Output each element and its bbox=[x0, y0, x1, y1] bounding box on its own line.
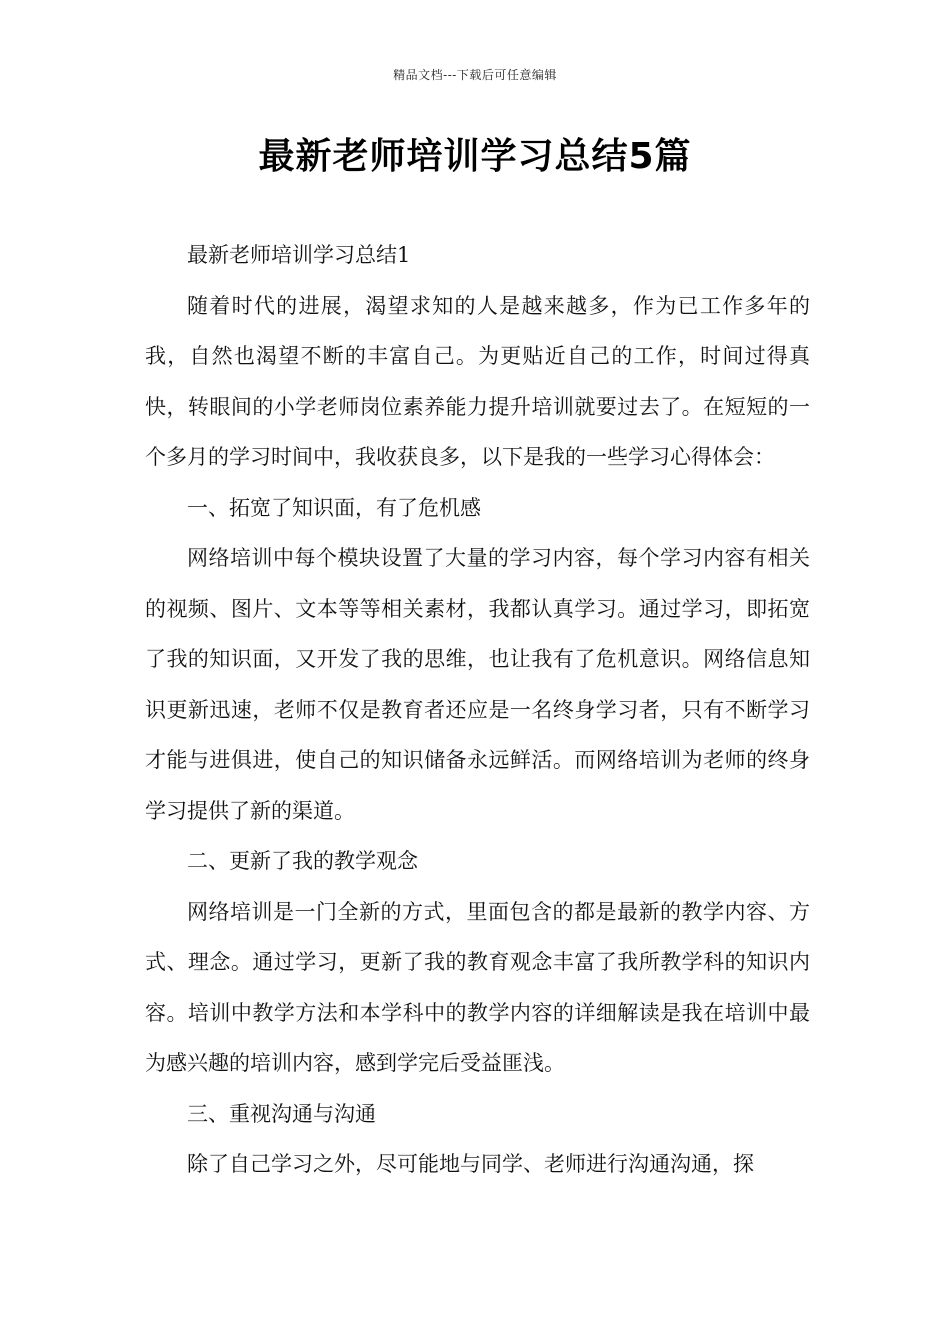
section-heading: 三、重视沟通与沟通 bbox=[187, 1101, 376, 1126]
document-title: 最新老师培训学习总结5篇 bbox=[258, 136, 692, 177]
section-heading: 最新老师培训学习总结1 bbox=[187, 243, 411, 267]
document-body bbox=[145, 230, 810, 1190]
section-heading: 一、拓宽了知识面，有了危机感 bbox=[187, 495, 481, 520]
body-paragraph: 网络培训中每个模块设置了大量的学习内容，每个学习内容有相关的视频、图片、文本等等相关素材，我都认真学习。通过学习，即拓宽了我的知识面，又开发了我的思维，也让我有了危机意识。网络信息知识更新迅速，老师不仅是教育者还应是一名终身学习者，只有不断学习才能与进俱进，使自己的知识储备永远鲜活。而网络培训为老师的终身学习提供了新的渠道。 bbox=[145, 546, 810, 823]
section-heading: 二、更新了我的教学观念 bbox=[187, 849, 418, 873]
body-paragraph: 网络培训是一门全新的方式，里面包含的都是最新的教学内容、方式、理念。通过学习，更新了我的教育观念丰富了我所教学科的知识内容。培训中教学方法和本学科中的教学内容的详细解读是我在培训中最为感兴趣的培训内容，感到学完后受益匪浅。 bbox=[145, 899, 810, 1075]
body-paragraph: 随着时代的进展，渴望求知的人是越来越多，作为已工作多年的我，自然也渴望不断的丰富自己。为更贴近自己的工作，时间过得真快，转眼间的小学老师岗位素养能力提升培训就要过去了。在短短的一个多月的学习时间中，我收获良多，以下是我的一些学习心得体会： bbox=[145, 293, 810, 469]
body-paragraph: 除了自己学习之外，尽可能地与同学、老师进行沟通沟通，探 bbox=[187, 1152, 754, 1176]
header-note: 精品文档---下载后可任意编辑 bbox=[393, 68, 557, 82]
